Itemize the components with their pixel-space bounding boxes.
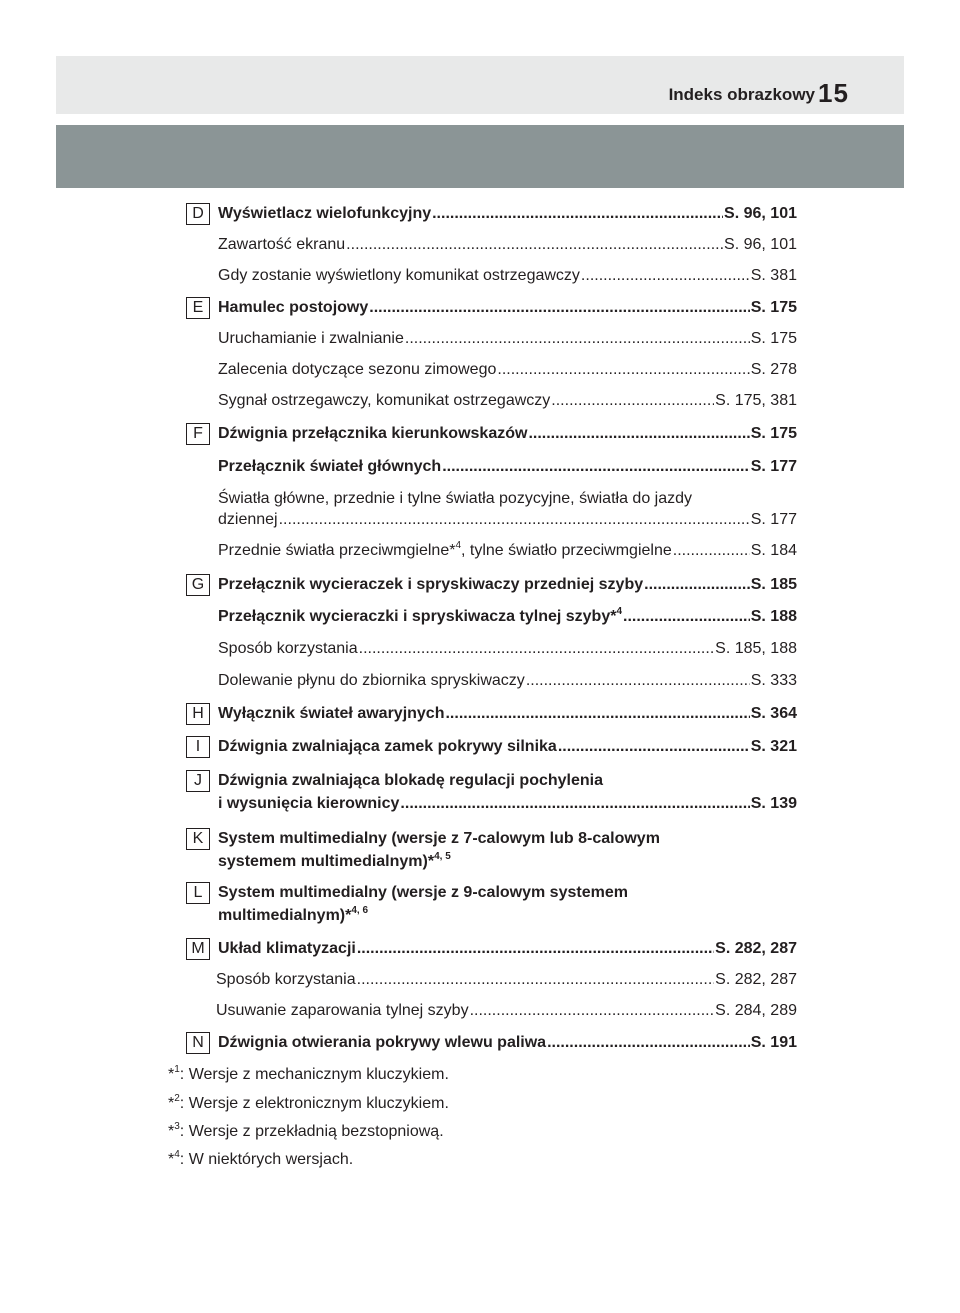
footnote-ref: 4 xyxy=(455,539,461,551)
index-subentry-line: Światła główne, przednie i tylne światła pozycyjne, światła do jazdy xyxy=(218,490,693,507)
footnote: *$^2$: Wersje z elektronicznym kluczykiem. xyxy=(168,1092,449,1112)
index-subentry xyxy=(218,390,797,412)
entry-label: Dźwignia przełącznika kierunkowskazów xyxy=(218,425,528,442)
entry-page: S. 175, 381 xyxy=(715,392,797,409)
footnote-ref: 4, 6 xyxy=(351,904,369,916)
entry-label: Przełącznik świateł głównych xyxy=(218,458,442,475)
footnote: *$^4$: W niektórych wersjach. xyxy=(168,1148,354,1168)
index-entry xyxy=(218,905,797,927)
letter-marker-j: J xyxy=(186,770,210,792)
entry-page: S. 96, 101 xyxy=(724,205,797,222)
entry-label: Zalecenia dotyczące sezonu zimowego xyxy=(218,361,497,378)
entry-label: dziennej xyxy=(218,511,278,528)
letter-marker-g: G xyxy=(186,574,210,596)
entry-label: Przełącznik wycieraczek i spryskiwaczy przedniej szyby xyxy=(218,576,644,593)
index-entry xyxy=(218,938,797,960)
entry-page: S. 191 xyxy=(750,1034,797,1051)
index-entry xyxy=(218,574,797,596)
entry-label: Przednie światła przeciwmgielne* xyxy=(218,542,456,559)
footnote-ref: 4, 5 xyxy=(434,850,451,862)
entry-label: Wyłącznik świateł awaryjnych xyxy=(218,705,445,722)
entry-page: S. 175 xyxy=(750,330,797,347)
index-entry xyxy=(218,736,797,758)
entry-page: S. 278 xyxy=(750,361,797,378)
index-entry xyxy=(218,423,797,445)
entry-page: S. 381 xyxy=(750,267,797,284)
index-entry xyxy=(218,203,797,225)
index-subentry xyxy=(218,638,797,660)
index-subentry xyxy=(216,1000,797,1022)
footnote: *$^1$: Wersje z mechanicznym kluczykiem. xyxy=(168,1063,449,1083)
entry-label: Wyświetlacz wielofunkcyjny xyxy=(218,205,432,222)
letter-marker-k: K xyxy=(186,828,210,850)
entry-label: i wysunięcia kierownicy xyxy=(218,795,400,812)
index-entry xyxy=(218,703,797,725)
letter-marker-n: N xyxy=(186,1032,210,1054)
header-band xyxy=(56,125,904,188)
entry-page: S. 139 xyxy=(750,795,797,812)
index-entry xyxy=(218,793,797,815)
index-subentry xyxy=(218,265,797,287)
index-entry xyxy=(218,851,797,873)
footnote-ref: 4 xyxy=(616,605,623,617)
entry-page: S. 175 xyxy=(750,425,797,442)
footnote: *$^3$: Wersje z przekładnią bezstopniową. xyxy=(168,1120,444,1140)
entry-label: Dźwignia otwierania pokrywy wlewu paliwa xyxy=(218,1034,547,1051)
entry-label: systemem multimedialnym)* xyxy=(218,853,435,870)
entry-page: S. 184 xyxy=(750,542,797,559)
entry-page: S. 364 xyxy=(750,705,797,722)
entry-page: S. 177 xyxy=(750,511,797,528)
letter-marker-h: H xyxy=(186,703,210,725)
entry-label: Gdy zostanie wyświetlony komunikat ostrzegawczy xyxy=(218,267,580,284)
letter-marker-d: D xyxy=(186,203,210,225)
index-entry xyxy=(218,456,797,478)
entry-label: Sygnał ostrzegawczy, komunikat ostrzegawczy xyxy=(218,392,551,409)
entry-label: multimedialnym)* xyxy=(218,907,352,924)
entry-label: Hamulec postojowy xyxy=(218,299,369,316)
entry-label: Sposób korzystania xyxy=(218,640,358,657)
index-subentry xyxy=(218,509,797,531)
entry-page: S. 321 xyxy=(750,738,797,755)
entry-page: S. 177 xyxy=(750,458,797,475)
index-subentry xyxy=(218,670,797,692)
letter-marker-f: F xyxy=(186,423,210,445)
entry-page: S. 188 xyxy=(750,608,797,625)
entry-label: Układ klimatyzacji xyxy=(218,940,356,957)
entry-label: Uruchamianie i zwalnianie xyxy=(218,330,404,347)
index-subentry xyxy=(218,234,797,256)
entry-label: Zawartość ekranu xyxy=(218,236,346,253)
entry-page: S. 185, 188 xyxy=(715,640,797,657)
entry-page: S. 175 xyxy=(750,299,797,316)
entry-label-cont: , tylne światło przeciwmgielne xyxy=(461,542,672,559)
section-title: Indeks obrazkowy xyxy=(668,85,815,104)
entry-page: S. 282, 287 xyxy=(715,971,797,988)
entry-page: S. 282, 287 xyxy=(715,940,797,957)
entry-label: Dźwignia zwalniająca zamek pokrywy silnika xyxy=(218,738,557,755)
letter-marker-m: M xyxy=(186,938,210,960)
letter-marker-i: I xyxy=(186,736,210,758)
entry-page: S. 185 xyxy=(750,576,797,593)
index-entry xyxy=(218,297,797,319)
entry-page: S. 333 xyxy=(750,672,797,689)
entry-label: Dolewanie płynu do zbiornika spryskiwaczy xyxy=(218,672,525,689)
letter-marker-e: E xyxy=(186,297,210,319)
index-entry xyxy=(218,606,797,628)
page-number: 15 xyxy=(818,78,849,108)
entry-label: Przełącznik wycieraczki i spryskiwacza tylnej szyby* xyxy=(218,608,617,625)
index-subentry xyxy=(218,328,797,350)
index-entry-line: System multimedialny (wersje z 9-calowym systemem xyxy=(218,884,628,901)
index-subentry xyxy=(216,969,797,991)
entry-label: Usuwanie zaparowania tylnej szyby xyxy=(216,1002,469,1019)
index-subentry xyxy=(218,359,797,381)
entry-label: Sposób korzystania xyxy=(216,971,356,988)
entry-page: S. 284, 289 xyxy=(715,1002,797,1019)
index-subentry xyxy=(218,540,797,562)
index-entry-line: System multimedialny (wersje z 7-calowym lub 8-calowym xyxy=(218,830,660,847)
index-entry-line: Dźwignia zwalniająca blokadę regulacji pochylenia xyxy=(218,772,604,789)
entry-page: S. 96, 101 xyxy=(724,236,797,253)
letter-marker-l: L xyxy=(186,882,210,904)
index-entry xyxy=(218,1032,797,1054)
